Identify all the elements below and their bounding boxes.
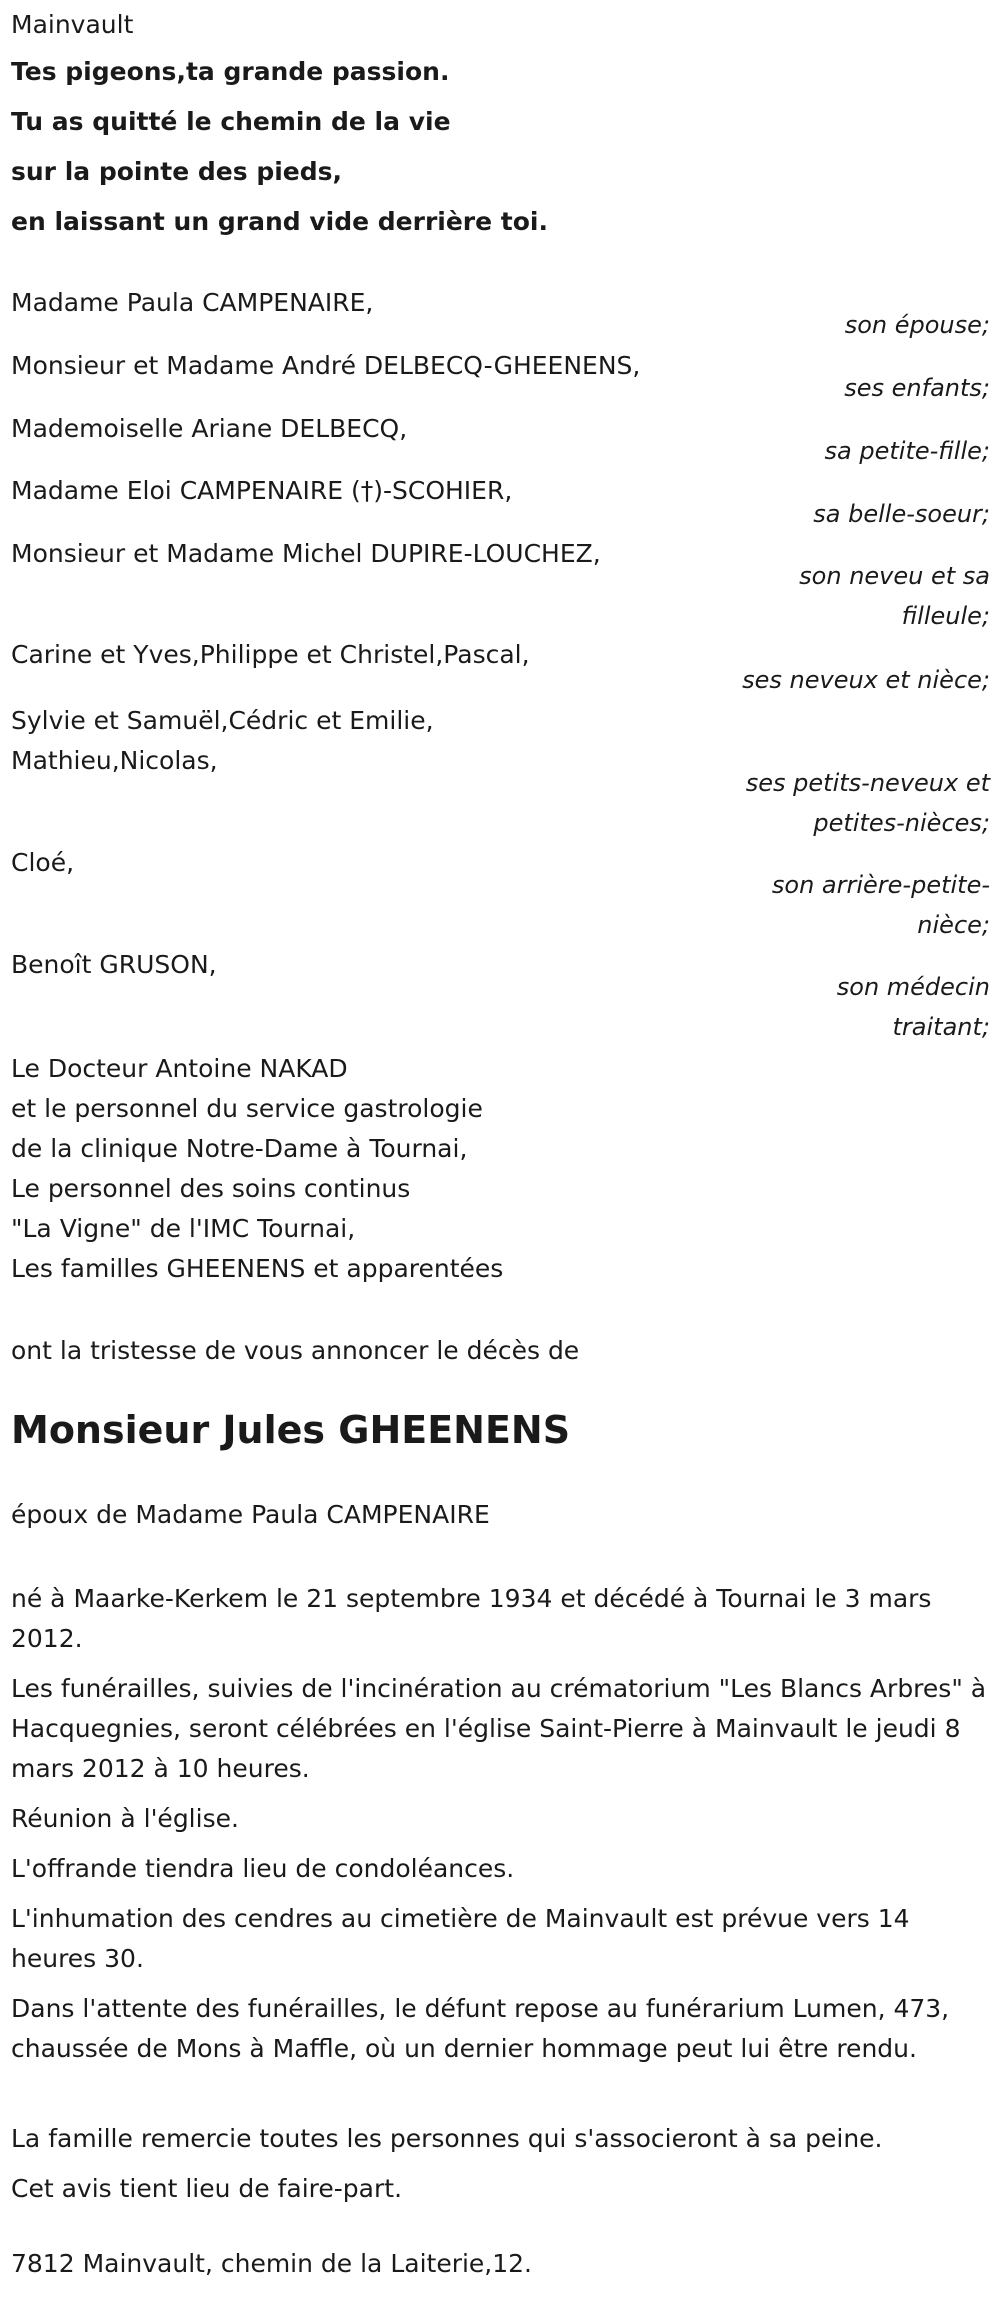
verse-line-1: Tes pigeons,ta grande passion. xyxy=(11,57,450,86)
detail-paragraph: La famille remercie toutes les personnes qui s'associeront à sa peine. xyxy=(11,2124,883,2153)
family-name: Madame Eloi CAMPENAIRE (†)-SCOHIER, xyxy=(11,476,513,505)
detail-paragraph: Cet avis tient lieu de faire-part. xyxy=(11,2174,403,2203)
others-line: de la clinique Notre-Dame à Tournai, xyxy=(11,1134,468,1163)
others-line: Le personnel des soins continus xyxy=(11,1174,411,1203)
family-name: Madame Paula CAMPENAIRE, xyxy=(11,288,374,317)
detail-paragraph: L'inhumation des cendres au cimetière de Mainvault est prévue vers 14 heures 30. xyxy=(11,1904,910,1973)
family-role: son neveu et sa filleule; xyxy=(799,562,990,630)
verse-line-2: Tu as quitté le chemin de la vie xyxy=(11,107,451,136)
family-name: Monsieur et Madame Michel DUPIRE-LOUCHEZ, xyxy=(11,539,601,568)
family-role: son médecin traitant; xyxy=(836,973,990,1041)
deceased-spouse: époux de Madame Paula CAMPENAIRE xyxy=(11,1500,490,1529)
verse-line-4: en laissant un grand vide derrière toi. xyxy=(11,207,548,236)
family-name: Monsieur et Madame André DELBECQ-GHEENENS, xyxy=(11,351,641,380)
others-line: et le personnel du service gastrologie xyxy=(11,1094,483,1123)
family-name: Benoît GRUSON, xyxy=(11,950,217,979)
address: 7812 Mainvault, chemin de la Laiterie,12. xyxy=(11,2249,533,2278)
family-name: Mademoiselle Ariane DELBECQ, xyxy=(11,414,408,443)
detail-paragraph: né à Maarke-Kerkem le 21 septembre 1934 et décédé à Tournai le 3 mars 2012. xyxy=(11,1584,932,1653)
family-name: Mathieu,Nicolas, xyxy=(11,746,218,775)
family-name: Sylvie et Samuël,Cédric et Emilie, xyxy=(11,706,434,735)
announcement: ont la tristesse de vous annoncer le décès de xyxy=(11,1336,580,1365)
family-role: son épouse; xyxy=(844,311,990,339)
family-role: ses neveux et nièce; xyxy=(742,666,990,694)
family-role: ses petits-neveux et petites-nièces; xyxy=(745,769,990,837)
detail-paragraph: Dans l'attente des funérailles, le défunt repose au funérarium Lumen, 473, chaussée de Mons à Maffle, où un dernier hommage peut lui être rendu. xyxy=(11,1994,950,2063)
family-name: Cloé, xyxy=(11,848,75,877)
family-name: Carine et Yves,Philippe et Christel,Pascal, xyxy=(11,640,530,669)
others-line: Le Docteur Antoine NAKAD xyxy=(11,1054,348,1083)
deceased-name: Monsieur Jules GHEENENS xyxy=(11,1408,571,1452)
detail-paragraph: Les funérailles, suivies de l'incinération au crématorium "Les Blancs Arbres" à Hacquegnies, seront célébrées en l'église Saint-Pierre à Mainvault le jeudi 8 mars 2012 à 10 heures. xyxy=(11,1674,987,1783)
verse-line-3: sur la pointe des pieds, xyxy=(11,157,343,186)
detail-paragraph: Réunion à l'église. xyxy=(11,1804,239,1833)
family-role: sa petite-fille; xyxy=(824,437,990,465)
header-place: Mainvault xyxy=(11,10,134,39)
family-role: ses enfants; xyxy=(844,374,990,402)
family-role: son arrière-petite-nièce; xyxy=(771,871,990,939)
others-line: "La Vigne" de l'IMC Tournai, xyxy=(11,1214,356,1243)
others-line: Les familles GHEENENS et apparentées xyxy=(11,1254,504,1283)
detail-paragraph: L'offrande tiendra lieu de condoléances. xyxy=(11,1854,515,1883)
family-role: sa belle-soeur; xyxy=(813,500,990,528)
